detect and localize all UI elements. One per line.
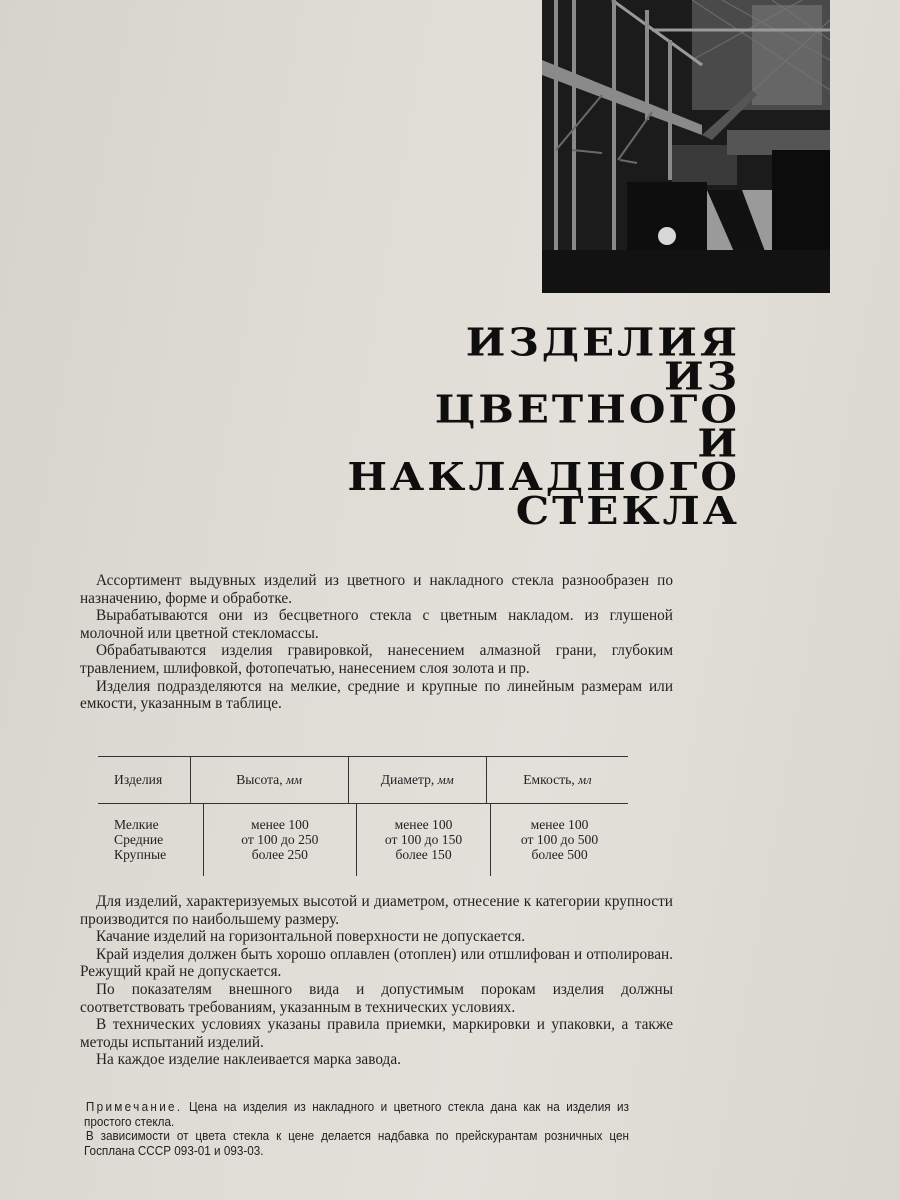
- paragraph: Край изделия должен быть хорошо оплавлен (отоплен) или отшлифован и отполирован. Режущий край не допускается.: [80, 945, 673, 981]
- note-paragraph: Примечание. Цена на изделия из накладного и цветного стекла дана как на изделия из простого стекла.: [84, 1100, 629, 1129]
- intro-text: [80, 572, 673, 713]
- note-paragraph: В зависимости от цвета стекла к цене делается надбавка по прейскурантам розничных цен Госплана СССР 093-01 и 093-03.: [84, 1129, 629, 1158]
- factory-photo: [542, 0, 830, 293]
- column-products: [98, 804, 203, 876]
- title-line: СТЕКЛА: [515, 487, 740, 533]
- note-label: Примечание.: [85, 1100, 183, 1114]
- paragraph: Качание изделий на горизонтальной поверхности не допускается.: [96, 928, 526, 946]
- table-body: [98, 804, 628, 876]
- table-cell: менее 100: [394, 817, 453, 832]
- table-cell: Крупные: [114, 846, 167, 862]
- paragraph: На каждое изделие наклеивается марка завода.: [96, 1051, 401, 1069]
- paragraph: По показателям внешного вида и допустимым порокам изделия должны соответствовать требованиям, указанным в технических условиях.: [80, 980, 673, 1016]
- title-line: ИЗДЕЛИЯ: [465, 319, 740, 365]
- table-cell: от 100 до 150: [384, 831, 463, 847]
- table-cell: более 150: [395, 846, 452, 862]
- paragraph: Для изделий, характеризуемых высотой и диаметром, отнесение к категории крупности производится по наибольшему размеру.: [80, 893, 673, 928]
- paragraph: Обрабатываются изделия гравировкой, нанесением алмазной грани, глубоким травлением, шлифовкой, фотопечатью, нанесением слоя золота и пр.: [80, 642, 673, 677]
- page-title: [347, 319, 740, 533]
- requirements-text: [80, 893, 673, 1069]
- table-cell: Мелкие: [114, 817, 159, 832]
- paragraph: Ассортимент выдувных изделий из цветного и накладного стекла разнообразен по назначению, форме и обработке.: [80, 572, 673, 607]
- size-category-table: [98, 756, 628, 876]
- column-diameter: [356, 804, 490, 876]
- title-line: ЦВЕТНОГО: [434, 386, 740, 432]
- footnote: [84, 1100, 629, 1158]
- table-cell: от 100 до 250: [241, 831, 319, 847]
- header-cell-capacity: Емкость, мл: [486, 757, 628, 803]
- table-cell: более 500: [531, 846, 588, 862]
- title-line: И: [697, 420, 740, 466]
- header-cell-height: Высота, мм: [190, 757, 348, 803]
- table-cell: от 100 до 500: [520, 831, 599, 847]
- column-height: [203, 804, 356, 876]
- table-cell: менее 100: [250, 817, 309, 832]
- paragraph: Изделия подразделяются на мелкие, средние и крупные по линейным размерам или емкости, указанным в таблице.: [80, 677, 673, 713]
- factory-photo-image: [542, 0, 830, 293]
- table-header-row: [98, 757, 628, 803]
- title-line: НАКЛАДНОГО: [347, 453, 740, 499]
- paragraph: Вырабатываются они из бесцветного стекла с цветным накладом. из глушеной молочной или цветной стекломассы.: [80, 607, 673, 642]
- table-cell: менее 100: [530, 817, 589, 832]
- header-cell-products: Изделия: [114, 772, 163, 787]
- column-capacity: [490, 804, 628, 876]
- table-cell: Средние: [114, 831, 164, 847]
- header-cell-diameter: Диаметр, мм: [348, 757, 486, 803]
- table-cell: более 250: [251, 846, 308, 862]
- title-line: ИЗ: [664, 353, 740, 399]
- paragraph: В технических условиях указаны правила приемки, маркировки и упаковки, а также методы испытаний изделий.: [80, 1016, 673, 1051]
